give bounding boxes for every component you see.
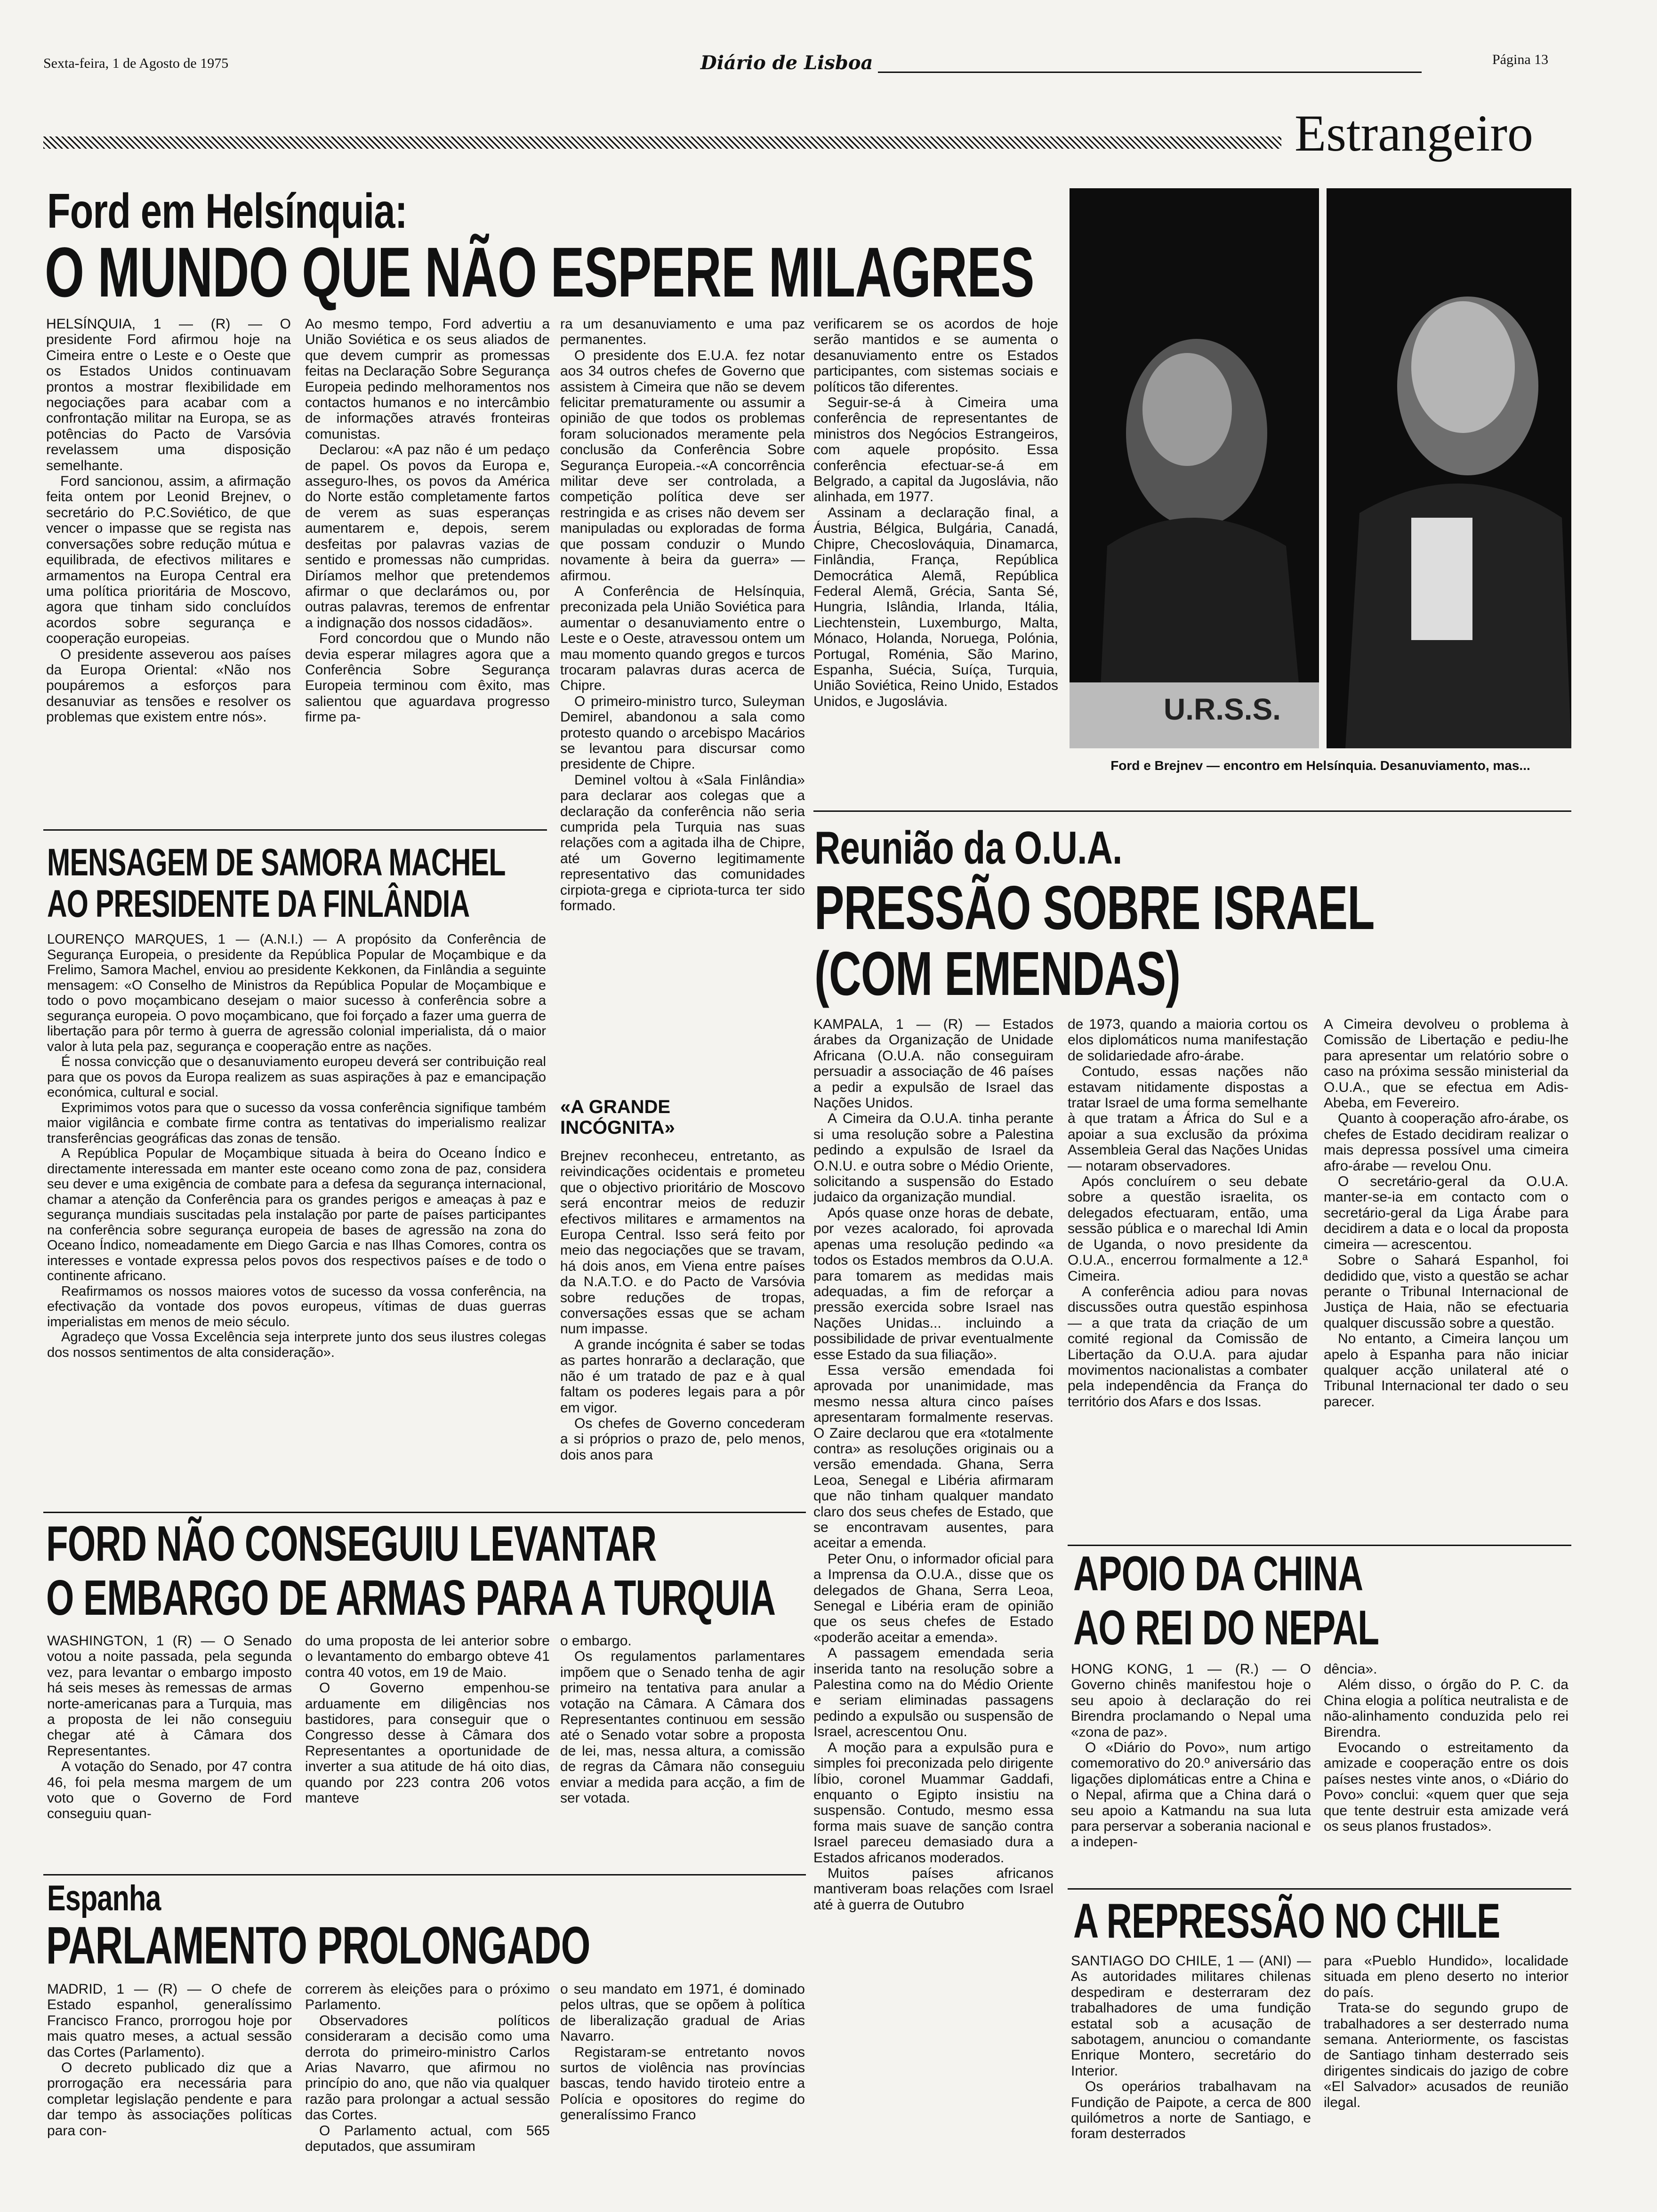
nepal-column-1 bbox=[1071, 1661, 1311, 1878]
paragraph: WASHINGTON, 1 (R) — O Senado votou a noite passada, pela segunda vez, para levantar o embargo imposto há seis meses às remessas de armas norte-americanas para a Turquia, mas a proposta de lei não conseguiu chegar até à Câmara dos Representantes. bbox=[47, 1633, 292, 1759]
espanha-column-3 bbox=[560, 1981, 805, 2188]
oua-column-2 bbox=[1068, 1017, 1308, 1544]
paragraph: A passagem emendada seria inserida tanto na resolução sobre a Palestina como na do Médio Oriente e seriam eliminadas passagens pedindo a expulsão ou suspensão de Israel, acrescentou Onu. bbox=[813, 1645, 1054, 1740]
espanha-column-2 bbox=[305, 1981, 550, 2188]
paragraph: A Conferência de Helsínquia, preconizada pela União Soviética para aumentar o desanuviamento entre o Leste e o Oeste, atravessou ontem um mau momento quando gregos e turcos trocaram palavras duras acerca de Chipre. bbox=[560, 583, 805, 694]
paragraph: O primeiro-ministro turco, Suleyman Demirel, abandonou a sala como protesto quando o arcebispo Macários se levantou para discursar como presidente de Chipre. bbox=[560, 693, 805, 772]
paragraph: O Parlamento actual, com 565 deputados, que assumiram bbox=[305, 2123, 550, 2155]
paragraph: Contudo, essas nações não estavam nitidamente dispostas a tratar Israel de uma forma semelhante à que tratam a África do Sul e a apoiar a sua exclusão da próxima Assembleia Geral das Nações Unidas — notaram observadores. bbox=[1068, 1064, 1308, 1174]
paragraph: o seu mandato em 1971, é dominado pelos ultras, que se opõem à política de liberalização gradual de Arias Navarro. bbox=[560, 1981, 805, 2044]
espanha-column-1 bbox=[47, 1981, 292, 2188]
paragraph: O presidente dos E.U.A. fez notar aos 34 outros chefes de Governo que assistem à Cimeira que não se devem felicitar prematuramente ou assumir a opinião de que todos os problemas foram solucionados meramente pela conclusão da Conferência Sobre Segurança Europeia.-«A concorrência militar deve ser controlada, a competição política deve ser restringida e as crises não devem ser manipuladas ou exploradas de forma que possam conduzir o Mundo novamente à beira da guerra» — afirmou. bbox=[560, 347, 805, 584]
paragraph: Ao mesmo tempo, Ford advertiu a União Soviética e os seus aliados de que devem cumprir as promessas feitas na Declaração Sobre Segurança Europeia pedindo melhoramentos nos contactos humanos e no intercâmbio de informações através fronteiras comunistas. bbox=[305, 316, 550, 442]
paragraph: Os regulamentos parlamentares impõem que o Senado tenha de agir primeiro na tentativa para anular a votação na Câmara. A Câmara dos Representantes continuou em sessão até o Senado votar sobre a proposta de lei, mas, nessa altura, a comissão de regras da Câmara não conseguiu enviar a medida para acção, a fim de ser votada. bbox=[560, 1649, 805, 1806]
paragraph: Muitos países africanos mantiveram boas relações com Israel até à guerra de Outubro bbox=[813, 1865, 1054, 1913]
masthead-rule bbox=[878, 72, 1422, 73]
paragraph: LOURENÇO MARQUES, 1 — (A.N.I.) — A propósito da Conferência de Segurança Europeia, o presidente da República Popular de Moçambique e da Frelimo, Samora Machel, enviou ao presidente Kekkonen, da Finlândia a seguinte mensagem: «O Conselho de Ministros da República Popular de Moçambique e todo o povo moçambicano desejam o maior sucesso à conferência sobre a segurança europeia. O povo moçambicano, que foi forçado a fazer uma guerra de libertação para pôr termo à guerra de agressão colonial imperialista, dá o maior valor à luta pela paz, segurança e cooperação entre as nações. bbox=[47, 932, 546, 1054]
ford-headline: O MUNDO QUE NÃO ESPERE MILAGRES bbox=[45, 232, 1034, 312]
espanha-headline: PARLAMENTO PROLONGADO bbox=[46, 1916, 590, 1975]
photo-caption: Ford e Brejnev — encontro em Helsínquia. Desanuviamento, mas... bbox=[1110, 758, 1530, 773]
paragraph: A Cimeira devolveu o problema à Comissão de Libertação e pediu-lhe para apresentar um relatório sobre o caso na próxima sessão ministerial da O.U.A., que se efectua em Adis-Abeba, em Fevereiro. bbox=[1324, 1017, 1569, 1111]
paragraph: correrem às eleições para o próximo Parlamento. bbox=[305, 1981, 550, 2013]
turquia-headline-2: O EMBARGO DE ARMAS PARA A TURQUIA bbox=[46, 1570, 776, 1626]
turquia-headline-1: FORD NÃO CONSEGUIU LEVANTAR bbox=[46, 1516, 657, 1571]
samora-headline-1: MENSAGEM DE SAMORA MACHEL bbox=[47, 841, 506, 884]
paragraph: Após quase onze horas de debate, por vezes acalorado, foi aprovada apenas uma resolução pedindo «a todos os Estados membros da O.U.A. para tomarem as medidas mais adequadas, a fim de reforçar a pressão exercida sobre Israel nas Nações Unidas... incluindo a possibilidade de privar eventualmente esse Estado da sua filiação». bbox=[813, 1205, 1054, 1362]
paragraph: verificarem se os acordos de hoje serão mantidos e se aumenta o desanuviamento entre os Estados participantes, com sistemas sociais e políticos tão diferentes. bbox=[813, 316, 1058, 395]
divider bbox=[43, 1874, 806, 1875]
paragraph: Registaram-se entretanto novos surtos de violência nas províncias bascas, tendo havido tiroteio entre a Polícia e opositores do regime do generalíssimo Franco bbox=[560, 2044, 805, 2123]
paragraph: O «Diário do Povo», num artigo comemorativo do 20.º aniversário das ligações diplomáticas entre a China e o Nepal, afirma que a China dará o seu apoio a Katmandu na sua luta para perservar a soberania nacional e a indepen- bbox=[1071, 1740, 1311, 1850]
paragraph: Quanto à cooperação afro-árabe, os chefes de Estado decidiram realizar o mais depressa possível uma cimeira afro-árabe — revelou Onu. bbox=[1324, 1111, 1569, 1174]
paragraph: Reafirmamos os nossos maiores votos de sucesso da vossa conferência, na efectivação da vontade dos povos europeus, vítimas de duas guerras imperialistas em menos de meio século. bbox=[47, 1283, 546, 1330]
issue-date: Sexta-feira, 1 de Agosto de 1975 bbox=[43, 56, 229, 71]
paragraph: MADRID, 1 — (R) — O chefe de Estado espanhol, generalíssimo Francisco Franco, prorrogou hoje por mais quatro meses, a actual sessão das Cortes (Parlamento). bbox=[47, 1981, 292, 2060]
paragraph: de 1973, quando a maioria cortou os elos diplomáticos numa manifestação de solidariedade afro-árabe. bbox=[1068, 1017, 1308, 1064]
nepal-headline-1: APOIO DA CHINA bbox=[1073, 1547, 1363, 1601]
ford-column-4 bbox=[813, 316, 1058, 806]
paragraph: Assinam a declaração final, a Áustria, Bélgica, Bulgária, Canadá, Chipre, Checoslováquia, Dinamarca, Finlândia, França, República Democrática Alemã, República Federal Alemã, Grécia, Santa Sé, Hungria, Islândia, Irlanda, Itália, Liechtenstein, Luxemburgo, Malta, Mónaco, Holanda, Noruega, Polónia, Portugal, Roménia, São Marino, Espanha, Suécia, Suíça, Turquia, União Soviética, Reino Unido, Estados Unidos, e Jugoslávia. bbox=[813, 505, 1058, 709]
paragraph: A conferência adiou para novas discussões outra questão espinhosa — a que trata da criação de um comité regional da Comissão de Libertação da O.U.A. para ajudar movimentos nacionalistas a combater pela independência da França do território dos Afars e dos Issas. bbox=[1068, 1283, 1308, 1410]
paragraph: No entanto, a Cimeira lançou um apelo à Espanha para não iniciar qualquer acção unilateral até o Tribunal Internacional ter dado o seu parecer. bbox=[1324, 1331, 1569, 1410]
paragraph: A Cimeira da O.U.A. tinha perante si uma resolução sobre a Palestina pedindo a expulsão de Israel da O.N.U. e outra sobre o Médio Oriente, solicitando a suspensão do Estado judaico da organização mundial. bbox=[813, 1111, 1054, 1205]
paragraph: Seguir-se-á à Cimeira uma conferência de representantes de ministros dos Negócios Estrangeiros, com aquele propósito. Essa conferência efectuar-se-á em Belgrado, a capital da Jugoslávia, não alinhada, em 1977. bbox=[813, 395, 1058, 505]
paragraph: ra um desanuviamento e uma paz permanentes. bbox=[560, 316, 805, 348]
paragraph: O presidente asseverou aos países da Europa Oriental: «Não nos poupáremos a esforços para desanuviar as tensões e resolver os problemas que existem entre nós». bbox=[46, 646, 291, 725]
oua-headline-2: (COM EMENDAS) bbox=[814, 939, 1181, 1008]
paragraph: Além disso, o órgão do P. C. da China elogia a política neutralista e de não-alinhamento conduzida pelo rei Birendra. bbox=[1324, 1677, 1569, 1740]
ford-subhead: «A GRANDE INCÓGNITA» bbox=[560, 1097, 675, 1138]
paragraph: Trata-se do segundo grupo de trabalhadores a ser desterrado numa semana. Anteriormente, os fascistas de Santiago tinham desterrado seis dirigentes sindicais do jazigo de cobre «El Salvador» acusados de reunião ilegal. bbox=[1324, 2000, 1569, 2110]
turquia-column-3 bbox=[560, 1633, 805, 1868]
nepal-column-2 bbox=[1324, 1661, 1569, 1878]
paragraph: HONG KONG, 1 — (R.) — O Governo chinês manifestou hoje o seu apoio à declaração do rei Birendra proclamando o Nepal uma «zona de paz». bbox=[1071, 1661, 1311, 1740]
paragraph: dência». bbox=[1324, 1661, 1377, 1677]
paragraph: Ford sancionou, assim, a afirmação feita ontem por Leonid Brejnev, o secretário do P.C.Soviético, de que vencer o impasse que se regista nas conversações sobre redução mútua e equilibrada, de efectivos militares e armamentos na Europa Central era uma política prioritária de Moscovo, agora que tinham sido concluídos acordos sobre segurança e cooperação europeias. bbox=[46, 473, 291, 647]
paragraph: Após concluírem o seu debate sobre a questão israelita, os delegados efectuaram, então, uma sessão pública e o marechal Idi Amin de Uganda, o novo presidente da O.U.A., encerrou formalmente a 12.ª Cimeira. bbox=[1068, 1174, 1308, 1284]
oua-kicker: Reunião da O.U.A. bbox=[814, 822, 1122, 874]
turquia-column-2 bbox=[305, 1633, 550, 1868]
chile-column-1 bbox=[1071, 1953, 1311, 2188]
turquia-column-1 bbox=[47, 1633, 292, 1868]
oua-headline-1: PRESSÃO SOBRE ISRAEL bbox=[814, 873, 1375, 942]
paragraph: Declarou: «A paz não é um pedaço de papel. Os povos da Europa e, asseguro-lhes, os povos da América do Norte estão completamente fartos de verem as suas esperanças aumentarem e, depois, serem desfeitas por palavras vazias de sentido e promessas não cumpridas. Diríamos melhor que pretendemos afirmar o que declarámos ou, por outras palavras, teremos de enfrentar a indignação dos nossos cidadãos». bbox=[305, 442, 550, 631]
brejnev-photo bbox=[1070, 188, 1319, 748]
divider bbox=[43, 829, 547, 831]
paragraph: do uma proposta de lei anterior sobre o levantamento do embargo obteve 41 contra 40 votos, em 19 de Maio. bbox=[305, 1633, 550, 1680]
samora-body bbox=[47, 932, 546, 1501]
nepal-headline-2: AO REI DO NEPAL bbox=[1073, 1601, 1379, 1655]
espanha-kicker: Espanha bbox=[47, 1878, 161, 1918]
paragraph: para «Pueblo Hundido», localidade situada em pleno deserto no interior do país. bbox=[1324, 1953, 1569, 2000]
paragraph: A grande incógnita é saber se todas as partes honrarão a declaração, que não é um tratado de paz e à qual faltam os poderes legais para a pôr em vigor. bbox=[560, 1337, 805, 1416]
ford-column-2 bbox=[305, 316, 550, 825]
section-title: Estrangeiro bbox=[1295, 104, 1534, 162]
ford-column-1 bbox=[46, 316, 291, 825]
samora-headline-2: AO PRESIDENTE DA FINLÂNDIA bbox=[47, 882, 470, 925]
paragraph: Peter Onu, o informador oficial para a Imprensa da O.U.A., disse que os delegados de Ghana, Serra Leoa, Senegal e Libéria eram de opinião que os seus chefes de Estado «poderão aceitar a emenda». bbox=[813, 1551, 1054, 1645]
ford-column-3b bbox=[560, 1148, 805, 1511]
paragraph: Agradeço que Vossa Excelência seja interprete junto dos seus ilustres colegas dos nossos sentimentos de alta consideração». bbox=[47, 1330, 546, 1360]
paragraph: Os operários trabalhavam na Fundição de Paipote, a cerca de 800 quilómetros a norte de Santiago, e foram desterrados bbox=[1071, 2079, 1311, 2142]
paragraph: Os chefes de Governo concederam a si próprios o prazo de, pelo menos, dois anos para bbox=[560, 1415, 805, 1463]
paragraph: SANTIAGO DO CHILE, 1 — (ANI) — As autoridades militares chilenas despediram e desterraram dez trabalhadores de uma fundição estatal sob a acusação de sabotagem, anunciou o comandante Enrique Montero, secretário do Interior. bbox=[1071, 1953, 1311, 2079]
oua-column-3 bbox=[1324, 1017, 1569, 1544]
paragraph: Evocando o estreitamento da amizade e cooperação entre os dois países nestes vinte anos, o «Diário do Povo» conclui: «quem quer que seja que tente destruir esta amizade verá os seus planos frustados». bbox=[1324, 1740, 1569, 1835]
chile-column-2 bbox=[1324, 1953, 1569, 2188]
paragraph: Sobre o Sahará Espanhol, foi dedidido que, visto a questão se achar perante o Tribunal Internacional de Justiça de Haia, não se efectuaria qualquer discussão sobre a questão. bbox=[1324, 1252, 1569, 1331]
paragraph: o embargo. bbox=[560, 1633, 632, 1649]
paragraph: É nossa convicção que o desanuviamento europeu deverá ser contribuição real para que os povos da Europa realizem as suas aspirações à paz e emancipação económica, cultural e social. bbox=[47, 1054, 546, 1100]
paragraph: Ford concordou que o Mundo não devia esperar milagres agora que a Conferência Sobre Segurança Europeia terminou com êxito, mas salientou que aguardava progresso firme pa- bbox=[305, 631, 550, 725]
photo-label: U.R.S.S. bbox=[1164, 692, 1281, 726]
ford-kicker: Ford em Helsínquia: bbox=[47, 184, 407, 239]
masthead: Diário de Lisboa bbox=[700, 52, 873, 74]
paragraph: O Governo empenhou-se arduamente em diligências nos bastidores, para conseguir que o Congresso desse à Câmara dos Representantes a oportunidade de inverter a sua atitude de há oito dias, quando por 223 contra 206 votos manteve bbox=[305, 1680, 550, 1806]
paragraph: Exprimimos votos para que o sucesso da vossa conferência signifique também maior vigilância e combate firme contra as tentativas do imperialismo realizar transferências geográficas das zonas de tensão. bbox=[47, 1100, 546, 1146]
divider bbox=[1068, 1545, 1571, 1546]
chile-headline: A REPRESSÃO NO CHILE bbox=[1073, 1894, 1500, 1948]
divider bbox=[1068, 1888, 1571, 1890]
paragraph: Brejnev reconheceu, entretanto, as reivindicações ocidentais e prometeu que o objectivo prioritário de Moscovo será encontrar meios de reduzir efectivos militares e armamentos na Europa Central. Isso será feito por meio das negociações que se travam, há dois anos, em Viena entre países da N.A.T.O. e do Pacto de Varsóvia sobre reduções de tropas, conversações essas que se acham num impasse. bbox=[560, 1148, 805, 1337]
ford-column-3 bbox=[560, 316, 805, 1093]
paragraph: HELSÍNQUIA, 1 — (R) — O presidente Ford afirmou hoje na Cimeira entre o Leste e o Oeste que os Estados Unidos continuavam prontos a mostrar flexibilidade em negociações para acabar com a confrontação militar na Europa, se as potências do Pacto de Varsóvia revelassem uma disposição semelhante. bbox=[46, 316, 291, 473]
divider bbox=[813, 810, 1571, 812]
paragraph: Essa versão emendada foi aprovada por unanimidade, mas mesmo nessa altura cinco países apresentaram formalmente reservas. O Zaire declarou que era «totalmente contra» as resoluções originais ou a versão emendada. Ghana, Serra Leoa, Senegal e Libéria afirmaram que não tinham qualquer mandato claro dos seus chefes de Estado, que se encontravam ausentes, para aceitar a emenda. bbox=[813, 1362, 1054, 1551]
paragraph: O decreto publicado diz que a prorrogação era necessária para completar legislação pendente e para dar tempo às associações políticas para con- bbox=[47, 2060, 292, 2139]
paragraph: A República Popular de Moçambique situada à beira do Oceano Índico e directamente interessada em manter este oceano como zona de paz, considera seu dever e uma exigência de combate para a defesa da segurança internacional, chamar a atenção da Conferência para os grandes perigos e ameaças à paz e segurança mundiais suscitadas pela instalação por parte de países participantes na conferência sobre segurança europeia de bases de agressão na zona do Oceano Índico, nomeadamente em Diego Garcia e nas Ilhas Comores, contra os interesses e vontade expressa pelos povos dos respectivos países e de todo o continente africano. bbox=[47, 1146, 546, 1283]
paragraph: KAMPALA, 1 — (R) — Estados árabes da Organização de Unidade Africana (O.U.A. não conseguiram persuadir a associação de 46 países a pedir a expulsão de Israel das Nações Unidos. bbox=[813, 1017, 1054, 1111]
paragraph: O secretário-geral da O.U.A. manter-se-ia em contacto com o secretário-geral da Liga Árabe para decidirem a data e o local da proposta cimeira — acrescentou. bbox=[1324, 1174, 1569, 1252]
oua-column-1 bbox=[813, 1017, 1054, 2174]
section-hatch-bar bbox=[43, 136, 1281, 149]
ford-photo bbox=[1327, 188, 1571, 748]
paragraph: Observadores políticos consideraram a decisão como uma derrota do primeiro-ministro Carlos Arias Navarro, que afirmou no princípio do ano, que não via qualquer razão para prolongar a actual sessão das Cortes. bbox=[305, 2012, 550, 2123]
paragraph: A moção para a expulsão pura e simples foi preconizada pelo dirigente líbio, coronel Muammar Gaddafi, enquanto o Egipto insistiu na suspensão. Contudo, mesmo essa forma mais suave de sanção contra Israel pareceu demasiado dura a Estados africanos moderados. bbox=[813, 1739, 1054, 1866]
divider bbox=[43, 1512, 806, 1513]
paragraph: A votação do Senado, por 47 contra 46, foi pela mesma margem de um voto que o Governo de Ford conseguiu quan- bbox=[47, 1759, 292, 1822]
paragraph: Deminel voltou à «Sala Finlândia» para declarar aos colegas que a declaração da conferência não seria cumprida pela Turquia nas suas relações com a agitada ilha de Chipre, até um Governo legitimamente representativo das comunidades cirpiota-grega e cipriota-turca ter sido formado. bbox=[560, 772, 805, 914]
page-number: Página 13 bbox=[1492, 52, 1549, 67]
